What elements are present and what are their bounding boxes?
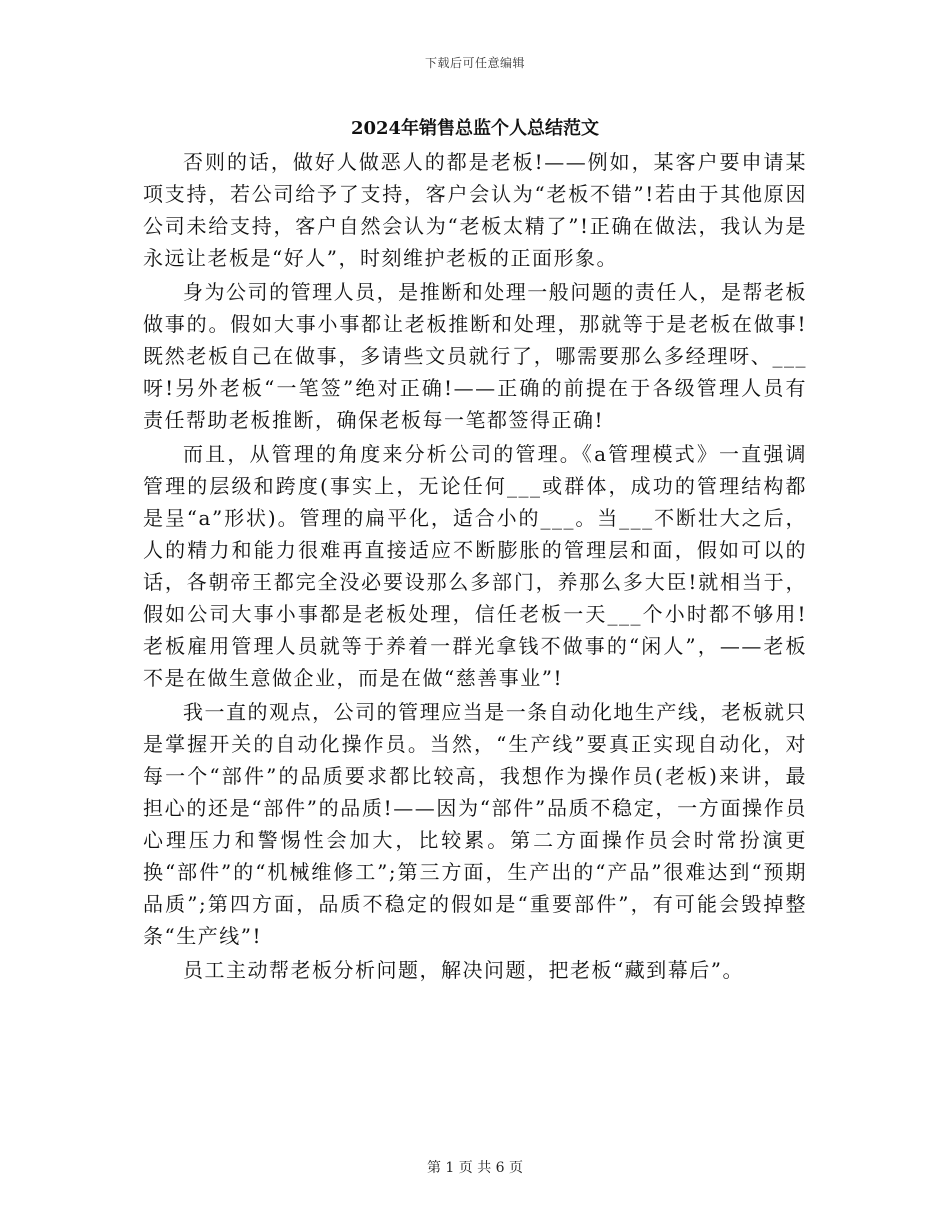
paragraph-4: 我一直的观点，公司的管理应当是一条自动化地生产线，老板就只是掌握开关的自动化操作员。当然，“生产线”要真正实现自动化，对每一个“部件”的品质要求都比较高，我想作为操作员(老板)来讲，最担心的还是“部件”的品质!——因为“部件”品质不稳定，一方面操作员心理压力和警惕性会加大，比较累。第二方面操作员会时常扮演更换“部件”的“机械维修工”;第三方面，生产出的“产品”很难达到“预期品质”;第四方面，品质不稳定的假如是“重要部件”，有可能会毁掉整条“生产线”!: [143, 700, 807, 948]
document-body: [143, 146, 807, 988]
paragraph-1: 否则的话，做好人做恶人的都是老板!——例如，某客户要申请某项支持，若公司给予了支持，客户会认为“老板不错”!若由于其他原因公司未给支持，客户自然会认为“老板太精了”!正确在做法，我认为是永远让老板是“好人”，时刻维护老板的正面形象。: [143, 150, 807, 270]
header-note: 下载后可任意编辑: [424, 56, 525, 70]
paragraph-5: 员工主动帮老板分析问题，解决问题，把老板“藏到幕后”。: [183, 958, 744, 982]
paragraph-3: 而且，从管理的角度来分析公司的管理。《a管理模式》一直强调管理的层级和跨度(事实上，无论任何___或群体，成功的管理结构都是呈“a”形状)。管理的扁平化，适合小的___。当___不断壮大之后，人的精力和能力很难再直接适应不断膨胀的管理层和面，假如可以的话，各朝帝王都完全没必要设那么多部门，养那么多大臣!就相当于，假如公司大事小事都是老板处理，信任老板一天___个小时都不够用!老板雇用管理人员就等于养着一群光拿钱不做事的“闲人”，——老板不是在做生意做企业，而是在做“慈善事业”!: [143, 442, 807, 690]
document-title: 2024年销售总监个人总结范文: [350, 118, 600, 139]
page-footer: 第 1 页 共 6 页: [426, 1160, 524, 1176]
paragraph-2: 身为公司的管理人员，是推断和处理一般问题的责任人，是帮老板做事的。假如大事小事都让老板推断和处理，那就等于是老板在做事!既然老板自己在做事，多请些文员就行了，哪需要那么多经理呀、___呀!另外老板“一笔签”绝对正确!——正确的前提在于各级管理人员有责任帮助老板推断，确保老板每一笔都签得正确!: [143, 280, 807, 432]
